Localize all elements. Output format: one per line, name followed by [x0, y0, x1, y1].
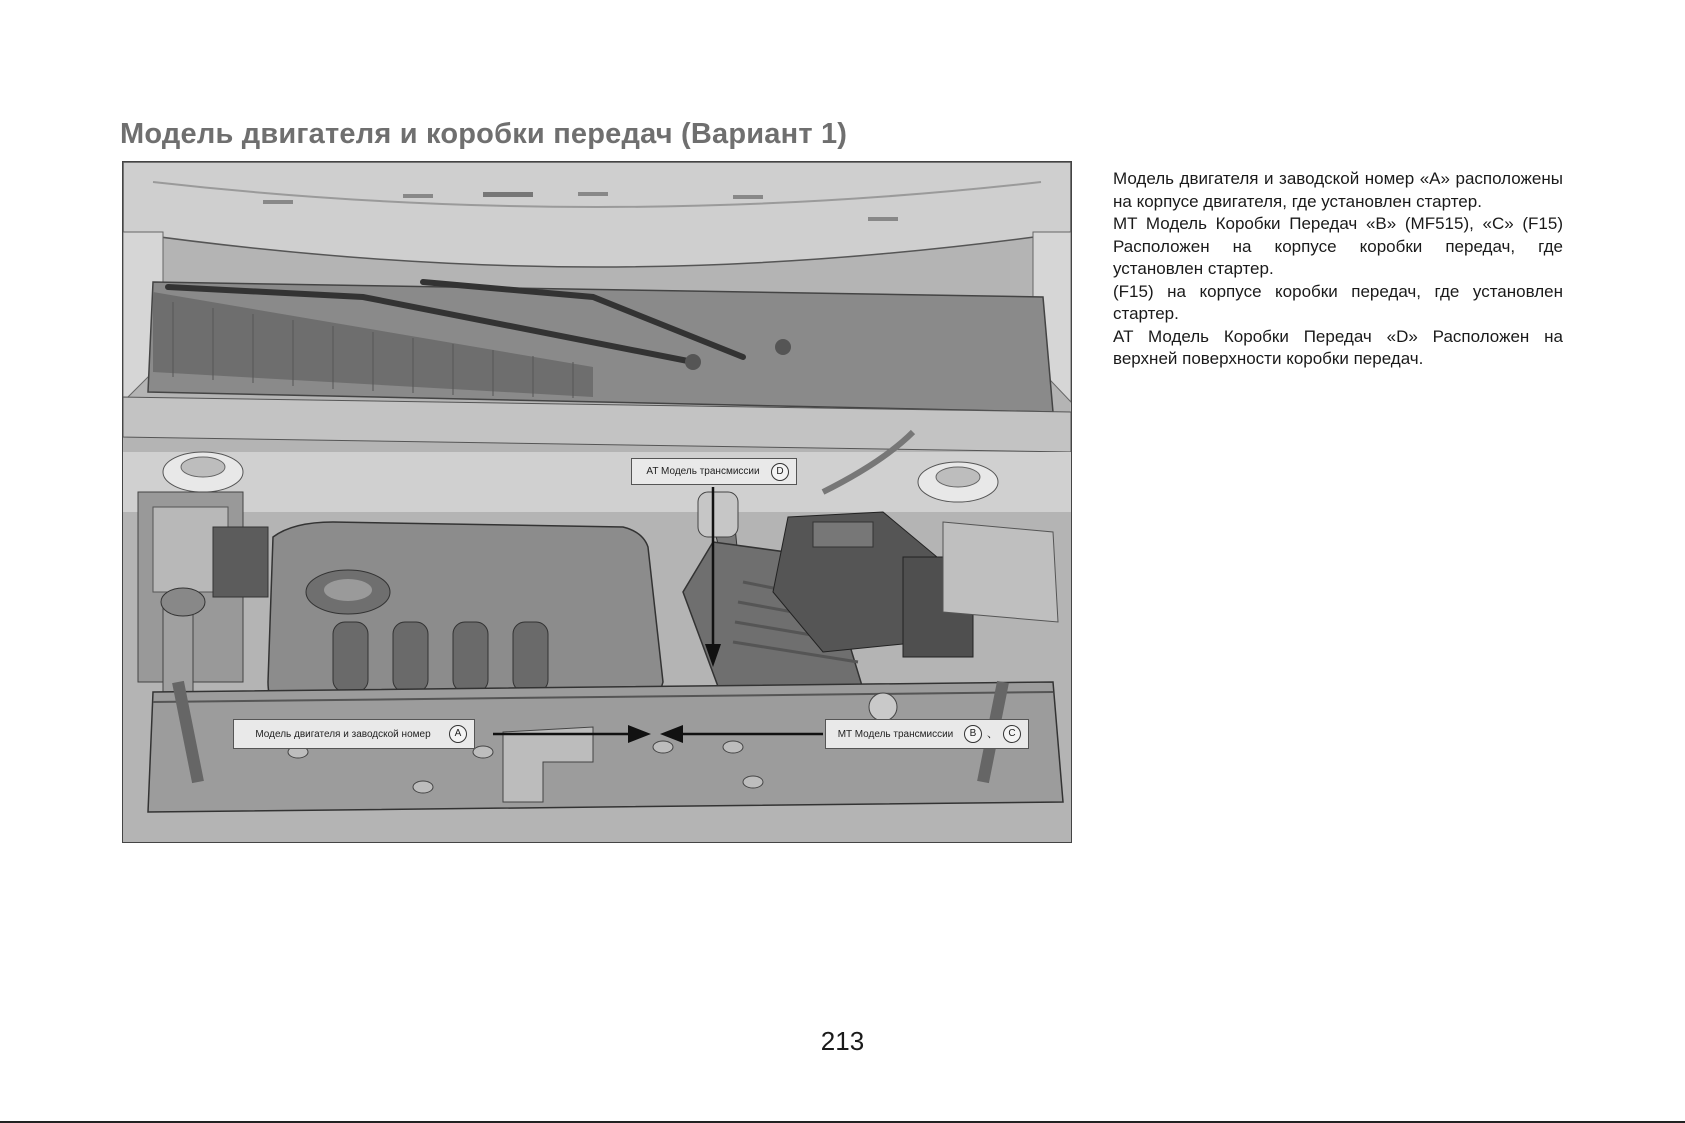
marker-d: D [771, 463, 789, 481]
callout-engine-model-label: Модель двигателя и заводской номер [255, 728, 431, 740]
paragraph-mt-transmission: MT Модель Коробки Передач «B» (MF515), «C» (F15) Расположен на корпусе коробки передач, где установлен стартер. [1113, 214, 1563, 278]
callout-at-transmission [631, 458, 797, 485]
marker-separator: 、 [987, 727, 998, 740]
page-title: Модель двигателя и коробки передач (Вариант 1) [120, 118, 848, 150]
callout-mt-transmission [825, 719, 1029, 749]
paragraph-at-transmission: AT Модель Коробки Передач «D» Расположен на верхней поверхности коробки передач. [1113, 326, 1563, 368]
callout-at-transmission-label: AT Модель трансмиссии [646, 466, 760, 477]
marker-a: A [449, 725, 467, 743]
page-number: 213 [820, 1026, 865, 1056]
marker-c: C [1003, 725, 1021, 743]
callout-mt-transmission-label: MT Модель трансмиссии [837, 728, 954, 740]
paragraph-engine-model: Модель двигателя и заводской номер «A» расположены на корпусе двигателя, где установлен стартер. [1113, 169, 1563, 211]
callout-engine-model [233, 719, 475, 749]
paragraph-f15: (F15) на корпусе коробки передач, где установлен стартер. [1113, 281, 1563, 323]
marker-b: B [964, 725, 982, 743]
description-text [1113, 168, 1563, 371]
engine-bay-illustration [122, 161, 1072, 843]
